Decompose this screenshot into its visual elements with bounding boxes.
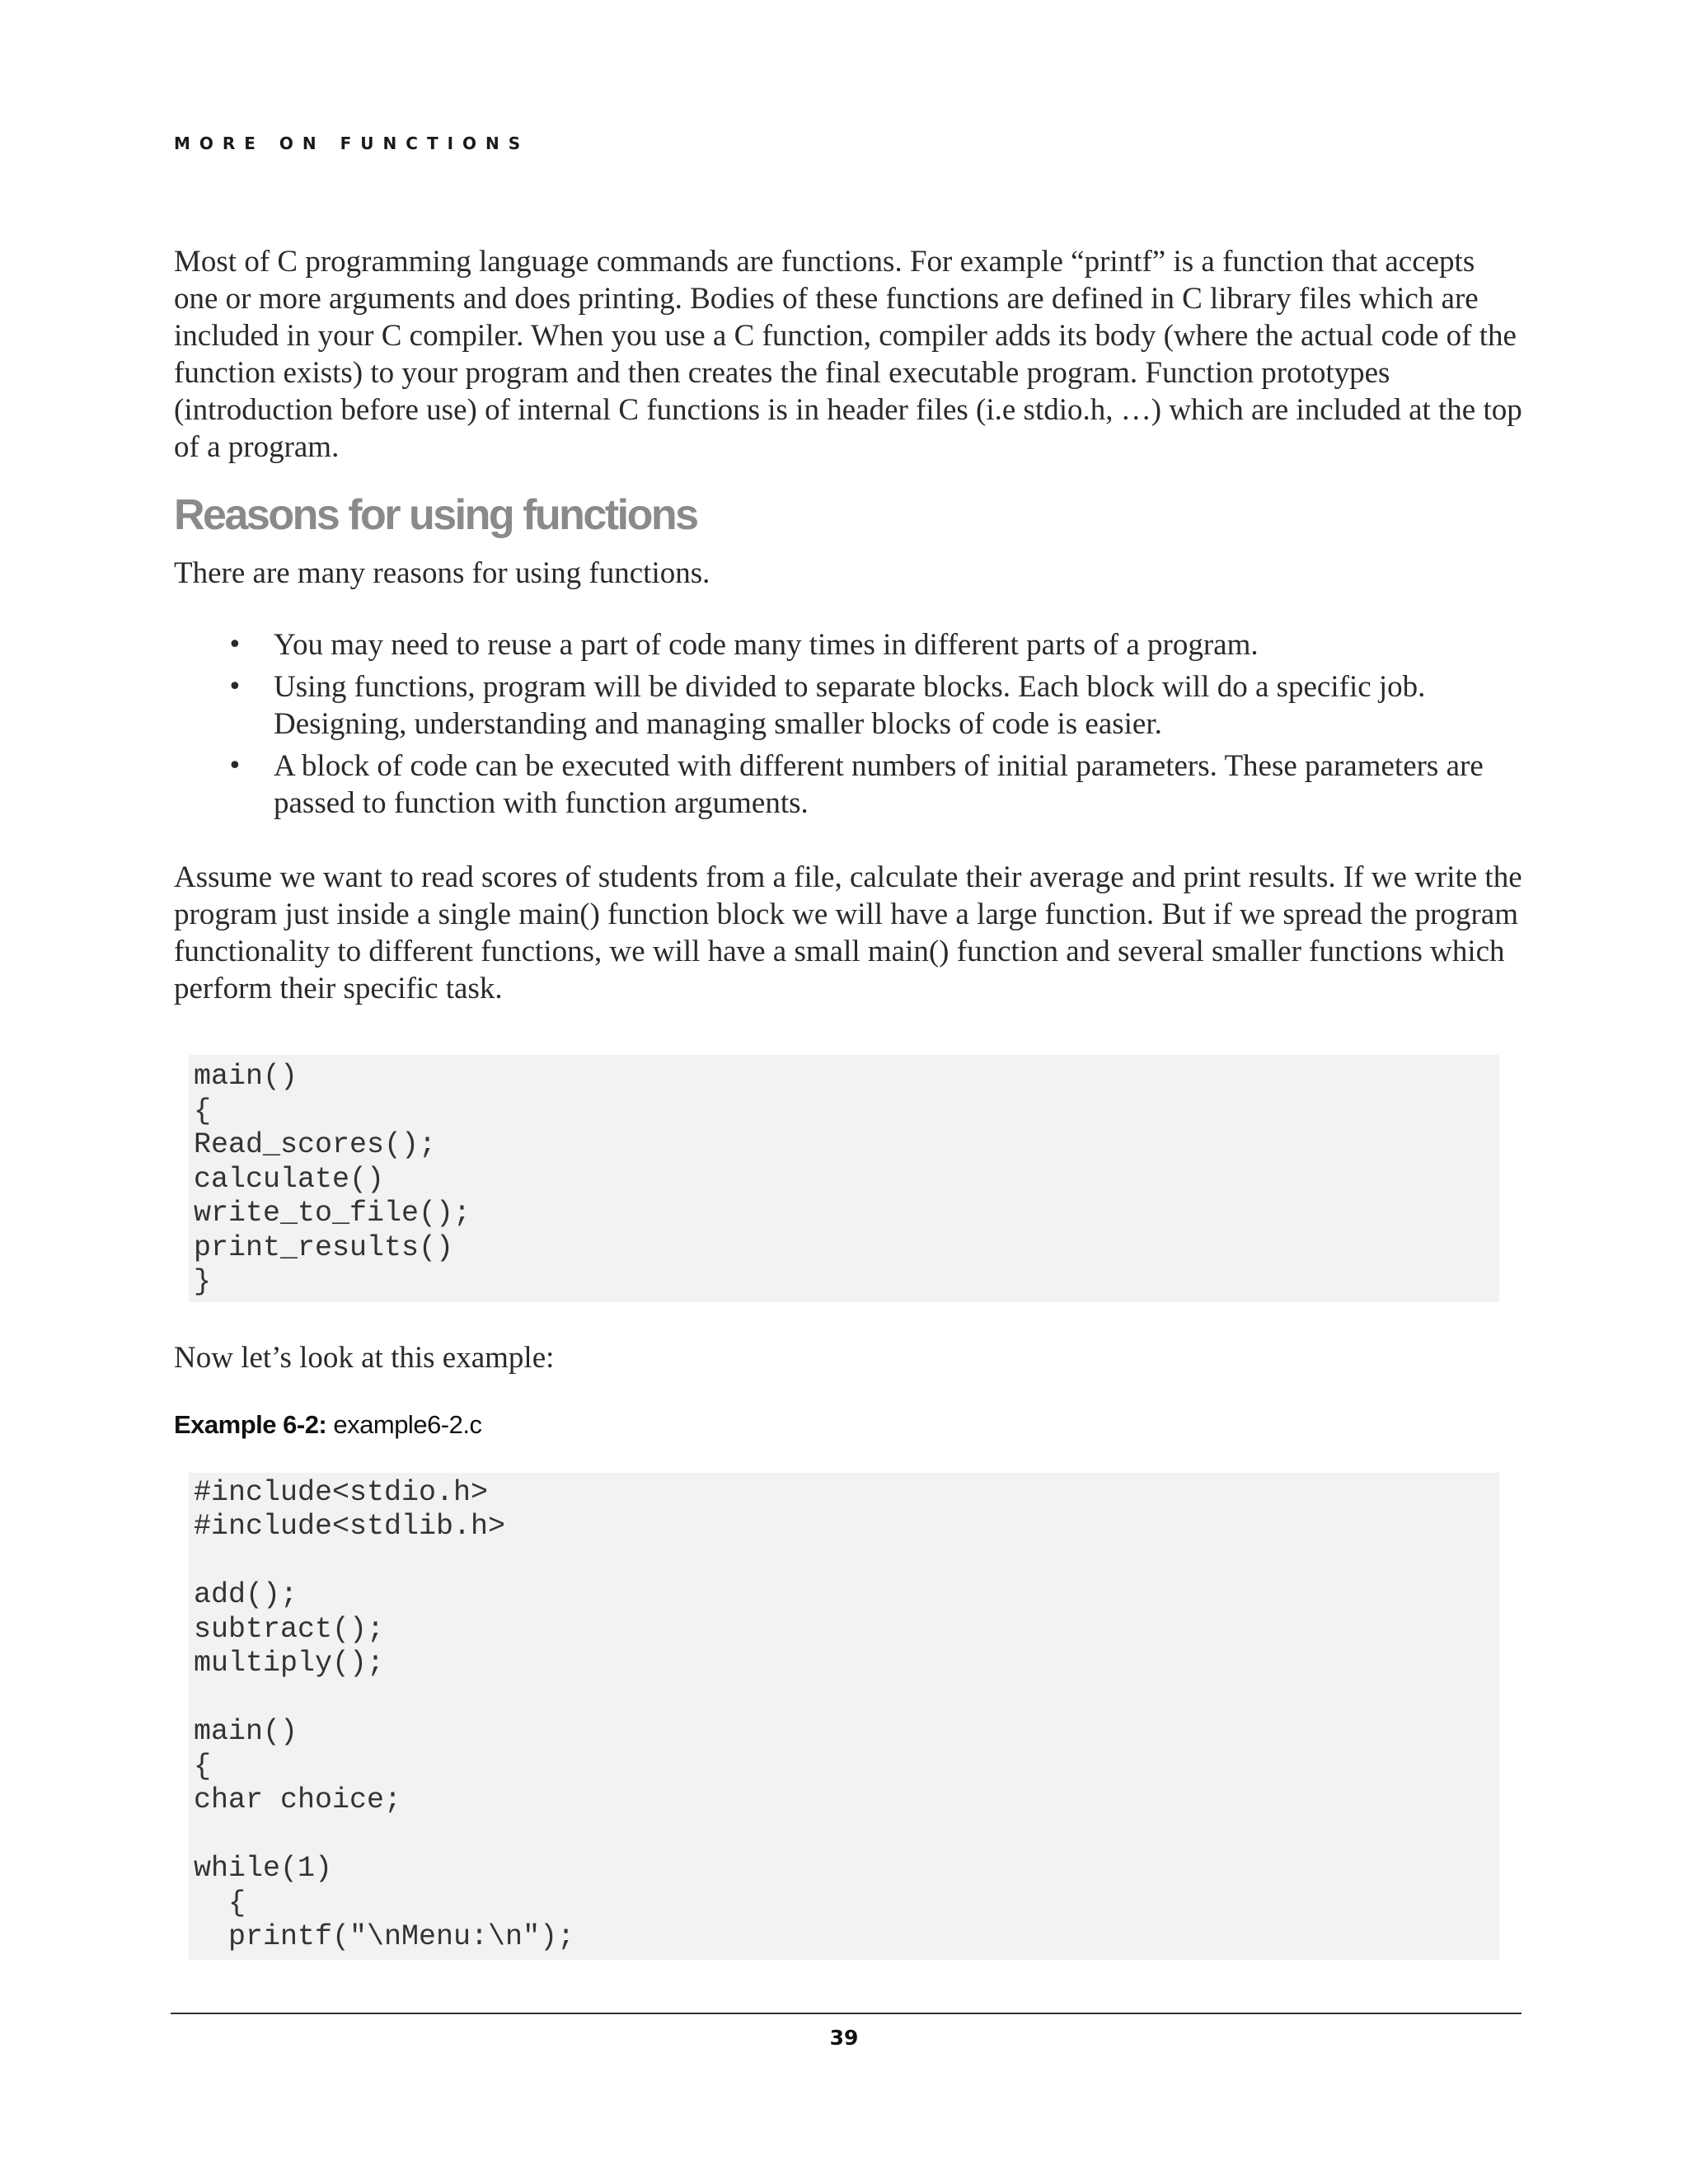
bullet-item	[174, 626, 1526, 663]
page-content	[174, 243, 1526, 1960]
example-filename: example6-2.c	[333, 1409, 482, 1439]
code-line: {	[194, 1749, 212, 1783]
code-line: }	[194, 1265, 212, 1298]
code-line: #include<stdio.h>	[194, 1475, 489, 1509]
code-line	[194, 1544, 1499, 1579]
code-line	[194, 1681, 1499, 1716]
code-block-main-outline	[189, 1055, 1499, 1302]
example-caption	[174, 1410, 1526, 1440]
code-line: write_to_file();	[194, 1197, 471, 1230]
code-line: {	[194, 1094, 212, 1127]
code-line: multiply();	[194, 1647, 385, 1680]
code-line: printf("\nMenu:\n");	[194, 1920, 575, 1953]
code-line: add();	[194, 1578, 298, 1611]
section-heading: Reasons for using functions	[174, 491, 697, 539]
code-line: #include<stdlib.h>	[194, 1510, 506, 1543]
example-label: Example 6-2:	[174, 1409, 327, 1439]
running-header: MORE ON FUNCTIONS	[174, 134, 530, 153]
intro-paragraph: Most of C programming language commands are functions. For example “printf” is a function that accepts one or more arguments and does printing. Bodies of these functions are defined in C library files which are included in your C compiler. When you use a C function, compiler adds its body (where the actual code of the function exists) to your program and then creates the final executable program. Function prototypes (introduction before use) of internal C functions is in header files (i.e stdio.h, …) which are included at the top of a program.	[174, 245, 1522, 464]
bullet-icon: •	[227, 673, 242, 701]
code-block-example	[189, 1473, 1499, 1960]
bullet-text: You may need to reuse a part of code many times in different parts of a program.	[274, 628, 1259, 662]
code-line: calculate()	[194, 1162, 385, 1196]
bullet-item	[174, 668, 1526, 743]
code-line: print_results()	[194, 1230, 454, 1264]
bullet-icon: •	[227, 752, 242, 780]
code-line: char choice;	[194, 1783, 402, 1816]
bullet-item	[174, 748, 1526, 822]
bullet-list	[174, 626, 1526, 822]
assume-paragraph: Assume we want to read scores of students from a file, calculate their average and print results. If we write the program just inside a single main() function block we will have a large function. But if we spread the program functionality to different functions, we will have a small main() function and several smaller functions which perform their specific task.	[174, 860, 1522, 1005]
bullet-text: A block of code can be executed with different numbers of initial parameters. These parameters are passed to function with function arguments.	[274, 749, 1484, 820]
code-line: while(1)	[194, 1852, 333, 1885]
code-line: main()	[194, 1715, 298, 1748]
code-line	[194, 1818, 1499, 1853]
now-paragraph: Now let’s look at this example:	[174, 1340, 555, 1375]
bullet-icon: •	[227, 630, 242, 659]
code-line: main()	[194, 1060, 298, 1093]
code-line: Read_scores();	[194, 1128, 437, 1161]
footer-divider	[171, 2013, 1522, 2014]
page-number: 39	[829, 2026, 859, 2050]
code-line: subtract();	[194, 1612, 385, 1646]
section-lead: There are many reasons for using functions.	[174, 556, 710, 590]
bullet-text: Using functions, program will be divided to separate blocks. Each block will do a specific job. Designing, understanding and managing smaller blocks of code is easier.	[274, 670, 1426, 741]
code-line: {	[194, 1886, 246, 1919]
